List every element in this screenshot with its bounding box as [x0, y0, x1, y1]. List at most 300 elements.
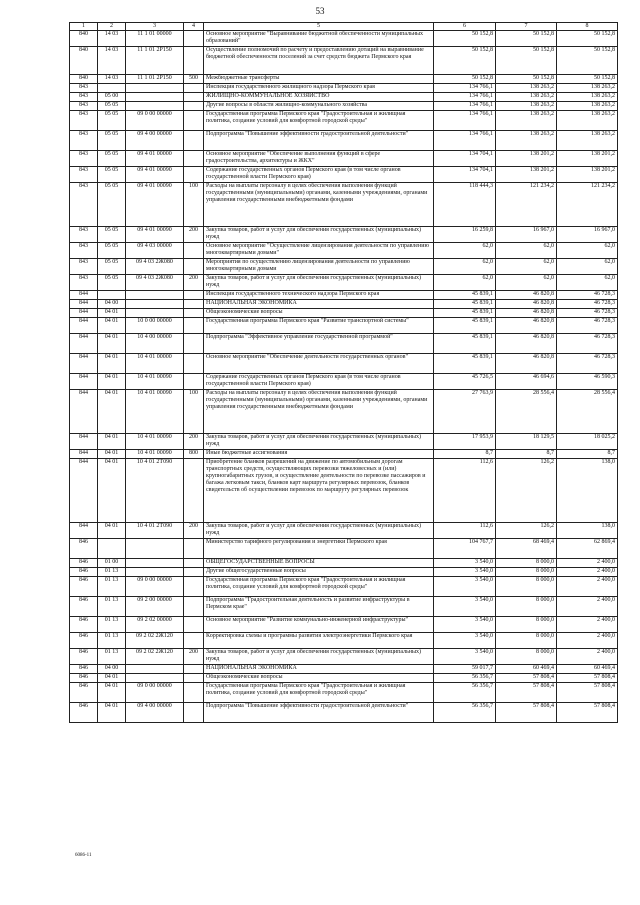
cell-admin-code: 846 — [70, 683, 98, 703]
cell-amount-3: 46 728,3 — [557, 354, 618, 374]
cell-admin-code: 844 — [70, 309, 98, 318]
cell-admin-code: 846 — [70, 617, 98, 633]
table-row — [70, 111, 618, 131]
cell-section-code: 01 13 — [98, 617, 126, 633]
cell-amount-1: 3 540,0 — [434, 577, 496, 597]
cell-expense-type — [184, 577, 204, 597]
cell-amount-1: 62,0 — [434, 243, 496, 259]
cell-name: Приобретение бланков разрешений на движение по автомобильным дорогам транспортных средств, осуществляющих перевозки тяжеловесных и (или) крупногабаритных грузов, и осуществление деятельности по перевозке пассажиров и багажа легковым такси, бланков карт маршрута регулярных перевозок, бланков свидетельств об осуществлении перевозок по маршруту регулярных перевозок — [204, 459, 434, 523]
cell-section-code: 01 13 — [98, 633, 126, 649]
cell-name: Государственная программа Пермского края "Градостроительная и жилищная политика, создание условий для комфортной городской среды" — [204, 683, 434, 703]
cell-amount-2: 57 808,4 — [496, 683, 557, 703]
table-row — [70, 93, 618, 102]
cell-target-code: 10 0 00 00000 — [126, 318, 184, 334]
cell-section-code: 05 05 — [98, 102, 126, 111]
cell-amount-3: 2 400,0 — [557, 649, 618, 665]
cell-section-code: 04 01 — [98, 674, 126, 683]
cell-admin-code: 846 — [70, 597, 98, 617]
table-row — [70, 47, 618, 75]
cell-section-code: 05 05 — [98, 111, 126, 131]
cell-expense-type — [184, 459, 204, 523]
cell-target-code: 10 4 01 00090 — [126, 434, 184, 450]
cell-name: Закупка товаров, работ и услуг для обеспечения государственных (муниципальных) нужд — [204, 649, 434, 665]
cell-amount-3: 2 400,0 — [557, 617, 618, 633]
cell-target-code: 10 4 01 00000 — [126, 354, 184, 374]
cell-section-code: 01 13 — [98, 577, 126, 597]
col-header-7: 7 — [496, 23, 557, 31]
cell-name: НАЦИОНАЛЬНАЯ ЭКОНОМИКА — [204, 300, 434, 309]
cell-admin-code: 843 — [70, 84, 98, 93]
cell-amount-3: 57 808,4 — [557, 674, 618, 683]
cell-name: Другие общегосударственные вопросы — [204, 568, 434, 577]
cell-name: Осуществление полномочий по расчету и предоставлению дотаций на выравнивание бюджетной обеспеченности поселений за счет средств бюджета Пермского края — [204, 47, 434, 75]
table-row — [70, 597, 618, 617]
cell-amount-2: 8 000,0 — [496, 568, 557, 577]
cell-expense-type — [184, 334, 204, 354]
table-row — [70, 390, 618, 434]
cell-amount-3: 46 590,3 — [557, 374, 618, 390]
cell-target-code: 11 1 01 2P150 — [126, 47, 184, 75]
cell-amount-3: 138,0 — [557, 523, 618, 539]
cell-amount-3: 2 400,0 — [557, 568, 618, 577]
cell-name: Расходы на выплаты персоналу в целях обеспечения выполнения функций государственными (муниципальными) органами, казенными учреждениями, органами управления государственными внебюджетными фондами — [204, 390, 434, 434]
cell-amount-1: 62,0 — [434, 275, 496, 291]
table-row — [70, 227, 618, 243]
cell-admin-code: 844 — [70, 450, 98, 459]
cell-target-code — [126, 665, 184, 674]
cell-amount-2: 50 152,8 — [496, 75, 557, 84]
cell-section-code: 01 00 — [98, 559, 126, 568]
cell-target-code: 09 4 01 00000 — [126, 151, 184, 167]
cell-amount-1: 45 839,1 — [434, 334, 496, 354]
cell-expense-type — [184, 703, 204, 723]
cell-name: Основное мероприятие "Выравнивание бюджетной обеспеченности муниципальных образований" — [204, 31, 434, 47]
cell-admin-code: 844 — [70, 434, 98, 450]
cell-target-code: 09 2 02 2Ж120 — [126, 633, 184, 649]
cell-amount-2: 46 820,8 — [496, 309, 557, 318]
table-row — [70, 577, 618, 597]
cell-amount-1: 27 763,9 — [434, 390, 496, 434]
cell-amount-3: 50 152,8 — [557, 47, 618, 75]
cell-amount-1: 56 356,7 — [434, 683, 496, 703]
col-header-3: 3 — [126, 23, 184, 31]
cell-amount-1: 104 767,7 — [434, 539, 496, 559]
cell-target-code: 09 4 03 00000 — [126, 243, 184, 259]
cell-admin-code: 844 — [70, 354, 98, 374]
cell-admin-code: 843 — [70, 102, 98, 111]
cell-section-code: 05 05 — [98, 131, 126, 151]
cell-admin-code: 843 — [70, 259, 98, 275]
table-row — [70, 75, 618, 84]
cell-expense-type: 200 — [184, 275, 204, 291]
cell-admin-code: 846 — [70, 649, 98, 665]
cell-amount-1: 59 017,7 — [434, 665, 496, 674]
table-row — [70, 151, 618, 167]
cell-amount-1: 45 839,1 — [434, 300, 496, 309]
cell-expense-type — [184, 374, 204, 390]
cell-amount-2: 62,0 — [496, 243, 557, 259]
cell-amount-2: 28 556,4 — [496, 390, 557, 434]
page-number: 53 — [315, 6, 325, 16]
cell-section-code: 05 05 — [98, 243, 126, 259]
cell-name: Основное мероприятие "Обеспечение деятельности государственных органов" — [204, 354, 434, 374]
table-row — [70, 102, 618, 111]
cell-expense-type — [184, 300, 204, 309]
cell-target-code: 10 4 01 2T090 — [126, 523, 184, 539]
cell-amount-1: 62,0 — [434, 259, 496, 275]
cell-amount-2: 138 201,2 — [496, 151, 557, 167]
cell-section-code: 05 05 — [98, 227, 126, 243]
cell-admin-code: 840 — [70, 75, 98, 84]
cell-target-code — [126, 102, 184, 111]
cell-expense-type — [184, 167, 204, 183]
cell-amount-1: 56 356,7 — [434, 674, 496, 683]
cell-name: Основное мероприятие "Развитие коммунально-инженерной инфраструктуры" — [204, 617, 434, 633]
cell-amount-3: 2 400,0 — [557, 633, 618, 649]
cell-admin-code: 843 — [70, 183, 98, 227]
table-row — [70, 450, 618, 459]
table-row — [70, 291, 618, 300]
cell-expense-type: 200 — [184, 649, 204, 665]
cell-amount-3: 62,0 — [557, 275, 618, 291]
budget-table — [69, 22, 618, 723]
cell-amount-3: 46 728,3 — [557, 291, 618, 300]
cell-name: Инспекция государственного технического надзора Пермского края — [204, 291, 434, 300]
cell-name: Подпрограмма "Эффективное управление государственной программой" — [204, 334, 434, 354]
cell-section-code: 04 00 — [98, 665, 126, 674]
cell-amount-3: 46 728,3 — [557, 300, 618, 309]
cell-name: Государственная программа Пермского края "Градостроительная и жилищная политика, создание условий для комфортной городской среды" — [204, 577, 434, 597]
cell-target-code: 09 4 01 00090 — [126, 227, 184, 243]
table-header — [70, 23, 618, 31]
table-row — [70, 683, 618, 703]
cell-target-code: 09 0 00 00000 — [126, 111, 184, 131]
cell-name: Расходы на выплаты персоналу в целях обеспечения выполнения функций государственными (муниципальными) органами, казенными учреждениями, органами управления государственными внебюджетными фондами — [204, 183, 434, 227]
cell-target-code — [126, 559, 184, 568]
cell-section-code: 14 03 — [98, 75, 126, 84]
cell-section-code: 14 03 — [98, 31, 126, 47]
cell-section-code: 04 01 — [98, 334, 126, 354]
table-row — [70, 259, 618, 275]
cell-amount-2: 50 152,8 — [496, 47, 557, 75]
cell-amount-1: 8,7 — [434, 450, 496, 459]
table-row — [70, 617, 618, 633]
cell-amount-3: 57 808,4 — [557, 703, 618, 723]
cell-name: Основное мероприятие "Обеспечение выполнения функций в сфере градостроительства, архитектуры и ЖКХ" — [204, 151, 434, 167]
cell-admin-code: 843 — [70, 151, 98, 167]
cell-amount-3: 2 400,0 — [557, 597, 618, 617]
cell-expense-type: 200 — [184, 434, 204, 450]
cell-amount-2: 46 820,8 — [496, 300, 557, 309]
table-row — [70, 434, 618, 450]
cell-amount-1: 45 839,1 — [434, 318, 496, 334]
cell-admin-code: 846 — [70, 577, 98, 597]
cell-amount-1: 3 540,0 — [434, 633, 496, 649]
cell-target-code: 09 2 00 00000 — [126, 597, 184, 617]
cell-name: Подпрограмма "Повышение эффективности градостроительной деятельности" — [204, 703, 434, 723]
cell-amount-2: 60 469,4 — [496, 665, 557, 674]
cell-section-code: 05 05 — [98, 167, 126, 183]
cell-amount-1: 50 152,8 — [434, 47, 496, 75]
cell-section-code: 04 01 — [98, 450, 126, 459]
cell-amount-3: 2 400,0 — [557, 577, 618, 597]
cell-amount-3: 2 400,0 — [557, 559, 618, 568]
cell-section-code — [98, 539, 126, 559]
cell-admin-code: 843 — [70, 111, 98, 131]
cell-name: НАЦИОНАЛЬНАЯ ЭКОНОМИКА — [204, 665, 434, 674]
cell-target-code: 09 4 01 00090 — [126, 183, 184, 227]
table-row — [70, 167, 618, 183]
cell-target-code: 10 4 01 00090 — [126, 450, 184, 459]
cell-amount-3: 16 967,0 — [557, 227, 618, 243]
cell-target-code: 09 4 03 2Ж080 — [126, 275, 184, 291]
cell-amount-3: 60 469,4 — [557, 665, 618, 674]
cell-amount-1: 45 839,1 — [434, 309, 496, 318]
cell-admin-code: 844 — [70, 291, 98, 300]
cell-admin-code: 844 — [70, 334, 98, 354]
cell-expense-type — [184, 291, 204, 300]
cell-admin-code: 843 — [70, 243, 98, 259]
cell-name: Закупка товаров, работ и услуг для обеспечения государственных (муниципальных) нужд — [204, 275, 434, 291]
cell-amount-3: 8,7 — [557, 450, 618, 459]
cell-amount-1: 3 540,0 — [434, 568, 496, 577]
cell-target-code — [126, 674, 184, 683]
cell-amount-3: 50 152,8 — [557, 31, 618, 47]
header-row — [70, 23, 618, 31]
cell-amount-2: 50 152,8 — [496, 31, 557, 47]
cell-name: Государственная программа Пермского края "Развитие транспортной системы" — [204, 318, 434, 334]
cell-amount-3: 62,0 — [557, 259, 618, 275]
cell-amount-2: 62,0 — [496, 275, 557, 291]
cell-section-code: 05 05 — [98, 151, 126, 167]
cell-amount-1: 134 766,1 — [434, 131, 496, 151]
cell-target-code — [126, 309, 184, 318]
col-header-2: 2 — [98, 23, 126, 31]
cell-section-code — [98, 291, 126, 300]
cell-admin-code: 846 — [70, 568, 98, 577]
cell-amount-2: 62,0 — [496, 259, 557, 275]
cell-amount-2: 18 129,5 — [496, 434, 557, 450]
cell-expense-type: 100 — [184, 390, 204, 434]
table-row — [70, 354, 618, 374]
cell-section-code: 05 05 — [98, 259, 126, 275]
cell-amount-3: 121 234,2 — [557, 183, 618, 227]
cell-admin-code: 846 — [70, 539, 98, 559]
cell-expense-type — [184, 559, 204, 568]
cell-admin-code: 843 — [70, 167, 98, 183]
cell-section-code: 05 05 — [98, 183, 126, 227]
cell-target-code: 10 4 01 00090 — [126, 374, 184, 390]
cell-expense-type — [184, 111, 204, 131]
cell-section-code: 04 01 — [98, 390, 126, 434]
table-row — [70, 674, 618, 683]
table-row — [70, 300, 618, 309]
cell-amount-1: 134 766,1 — [434, 102, 496, 111]
cell-section-code: 04 01 — [98, 523, 126, 539]
cell-amount-1: 45 839,1 — [434, 291, 496, 300]
cell-name: Закупка товаров, работ и услуг для обеспечения государственных (муниципальных) нужд — [204, 227, 434, 243]
cell-amount-2: 57 808,4 — [496, 674, 557, 683]
table-row — [70, 318, 618, 334]
table-row — [70, 243, 618, 259]
cell-amount-2: 8 000,0 — [496, 633, 557, 649]
cell-target-code — [126, 539, 184, 559]
table-row — [70, 31, 618, 47]
table-row — [70, 84, 618, 93]
cell-name: Закупка товаров, работ и услуг для обеспечения государственных (муниципальных) нужд — [204, 434, 434, 450]
cell-amount-1: 56 356,7 — [434, 703, 496, 723]
cell-expense-type — [184, 259, 204, 275]
cell-expense-type — [184, 539, 204, 559]
cell-amount-3: 46 728,3 — [557, 318, 618, 334]
cell-target-code: 09 4 00 00000 — [126, 131, 184, 151]
cell-amount-2: 8 000,0 — [496, 559, 557, 568]
cell-expense-type — [184, 151, 204, 167]
cell-amount-2: 121 234,2 — [496, 183, 557, 227]
cell-name: Министерство тарифного регулирования и энергетики Пермского края — [204, 539, 434, 559]
cell-target-code: 09 0 00 00000 — [126, 683, 184, 703]
cell-admin-code: 846 — [70, 559, 98, 568]
cell-target-code: 11 1 01 2P150 — [126, 75, 184, 84]
cell-section-code: 04 01 — [98, 309, 126, 318]
cell-admin-code: 843 — [70, 93, 98, 102]
cell-admin-code: 843 — [70, 227, 98, 243]
cell-amount-2: 126,2 — [496, 459, 557, 523]
cell-section-code: 04 01 — [98, 703, 126, 723]
cell-section-code: 04 01 — [98, 318, 126, 334]
cell-expense-type — [184, 617, 204, 633]
cell-expense-type — [184, 318, 204, 334]
cell-name: Корректировка схемы и программы развития электроэнергетики Пермского края — [204, 633, 434, 649]
cell-name: Инспекция государственного жилищного надзора Пермского края — [204, 84, 434, 93]
cell-amount-3: 46 728,3 — [557, 309, 618, 318]
cell-amount-2: 126,2 — [496, 523, 557, 539]
cell-amount-2: 46 694,6 — [496, 374, 557, 390]
cell-section-code — [98, 84, 126, 93]
cell-target-code — [126, 291, 184, 300]
cell-amount-1: 45 726,5 — [434, 374, 496, 390]
cell-section-code: 04 01 — [98, 354, 126, 374]
cell-section-code: 14 03 — [98, 47, 126, 75]
col-header-5: 5 — [204, 23, 434, 31]
cell-target-code: 09 4 00 00000 — [126, 703, 184, 723]
cell-name: Подпрограмма "Повышение эффективности градостроительной деятельности" — [204, 131, 434, 151]
cell-amount-1: 112,6 — [434, 459, 496, 523]
cell-expense-type — [184, 309, 204, 318]
cell-amount-2: 138 263,2 — [496, 131, 557, 151]
col-header-8: 8 — [557, 23, 618, 31]
cell-amount-1: 3 540,0 — [434, 559, 496, 568]
cell-admin-code: 846 — [70, 633, 98, 649]
cell-expense-type — [184, 102, 204, 111]
cell-expense-type: 200 — [184, 227, 204, 243]
cell-section-code: 01 13 — [98, 597, 126, 617]
cell-amount-1: 134 704,1 — [434, 167, 496, 183]
cell-amount-2: 16 967,0 — [496, 227, 557, 243]
cell-admin-code: 844 — [70, 374, 98, 390]
cell-name: Мероприятия по осуществлению лицензирования деятельности по управлению многоквартирными домами — [204, 259, 434, 275]
cell-target-code: 09 2 02 2Ж120 — [126, 649, 184, 665]
cell-expense-type — [184, 683, 204, 703]
cell-target-code: 09 0 00 00000 — [126, 577, 184, 597]
cell-amount-3: 18 025,2 — [557, 434, 618, 450]
table-row — [70, 703, 618, 723]
cell-amount-3: 62 869,4 — [557, 539, 618, 559]
cell-name: Общеэкономические вопросы — [204, 674, 434, 683]
cell-expense-type — [184, 674, 204, 683]
table-row — [70, 649, 618, 665]
cell-section-code: 05 00 — [98, 93, 126, 102]
table-row — [70, 334, 618, 354]
cell-amount-3: 138 263,2 — [557, 93, 618, 102]
cell-amount-2: 8 000,0 — [496, 597, 557, 617]
cell-expense-type: 500 — [184, 75, 204, 84]
cell-amount-3: 62,0 — [557, 243, 618, 259]
cell-target-code — [126, 93, 184, 102]
cell-target-code: 10 4 01 00090 — [126, 390, 184, 434]
cell-amount-1: 3 540,0 — [434, 649, 496, 665]
table-row — [70, 309, 618, 318]
cell-amount-3: 138,0 — [557, 459, 618, 523]
cell-amount-1: 45 839,1 — [434, 354, 496, 374]
cell-amount-2: 138 263,2 — [496, 84, 557, 93]
cell-section-code: 01 13 — [98, 649, 126, 665]
table-row — [70, 568, 618, 577]
cell-name: Государственная программа Пермского края "Градостроительная и жилищная политика, создание условий для комфортной городской среды" — [204, 111, 434, 131]
cell-amount-1: 3 540,0 — [434, 597, 496, 617]
cell-amount-2: 8 000,0 — [496, 577, 557, 597]
cell-amount-2: 138 201,2 — [496, 167, 557, 183]
cell-expense-type — [184, 131, 204, 151]
cell-amount-2: 46 820,8 — [496, 291, 557, 300]
cell-admin-code: 844 — [70, 390, 98, 434]
table-row — [70, 523, 618, 539]
cell-name: ОБЩЕГОСУДАРСТВЕННЫЕ ВОПРОСЫ — [204, 559, 434, 568]
cell-admin-code: 844 — [70, 459, 98, 523]
cell-amount-2: 46 820,8 — [496, 354, 557, 374]
col-header-4: 4 — [184, 23, 204, 31]
cell-amount-3: 138 263,2 — [557, 102, 618, 111]
cell-name: Подпрограмма "Градостроительная деятельность и развитие инфраструктуры в Пермском крае" — [204, 597, 434, 617]
cell-amount-3: 57 808,4 — [557, 683, 618, 703]
cell-expense-type: 100 — [184, 183, 204, 227]
cell-name: Межбюджетные трансферты — [204, 75, 434, 84]
table-body — [70, 31, 618, 723]
cell-admin-code: 840 — [70, 31, 98, 47]
cell-section-code: 04 01 — [98, 683, 126, 703]
cell-amount-1: 134 766,1 — [434, 93, 496, 102]
cell-expense-type — [184, 31, 204, 47]
cell-admin-code: 846 — [70, 665, 98, 674]
col-header-6: 6 — [434, 23, 496, 31]
table-row — [70, 539, 618, 559]
cell-amount-3: 138 263,2 — [557, 111, 618, 131]
cell-amount-1: 134 766,1 — [434, 84, 496, 93]
cell-amount-2: 138 263,2 — [496, 93, 557, 102]
cell-amount-1: 118 444,3 — [434, 183, 496, 227]
cell-amount-2: 8,7 — [496, 450, 557, 459]
cell-admin-code: 843 — [70, 275, 98, 291]
cell-amount-1: 16 259,8 — [434, 227, 496, 243]
cell-admin-code: 844 — [70, 300, 98, 309]
cell-name: Основное мероприятие "Осуществление лицензирования деятельности по управлению многоквартирными домами" — [204, 243, 434, 259]
table-row — [70, 559, 618, 568]
cell-expense-type: 800 — [184, 450, 204, 459]
cell-target-code — [126, 300, 184, 309]
cell-admin-code: 846 — [70, 674, 98, 683]
cell-expense-type — [184, 354, 204, 374]
cell-target-code — [126, 568, 184, 577]
